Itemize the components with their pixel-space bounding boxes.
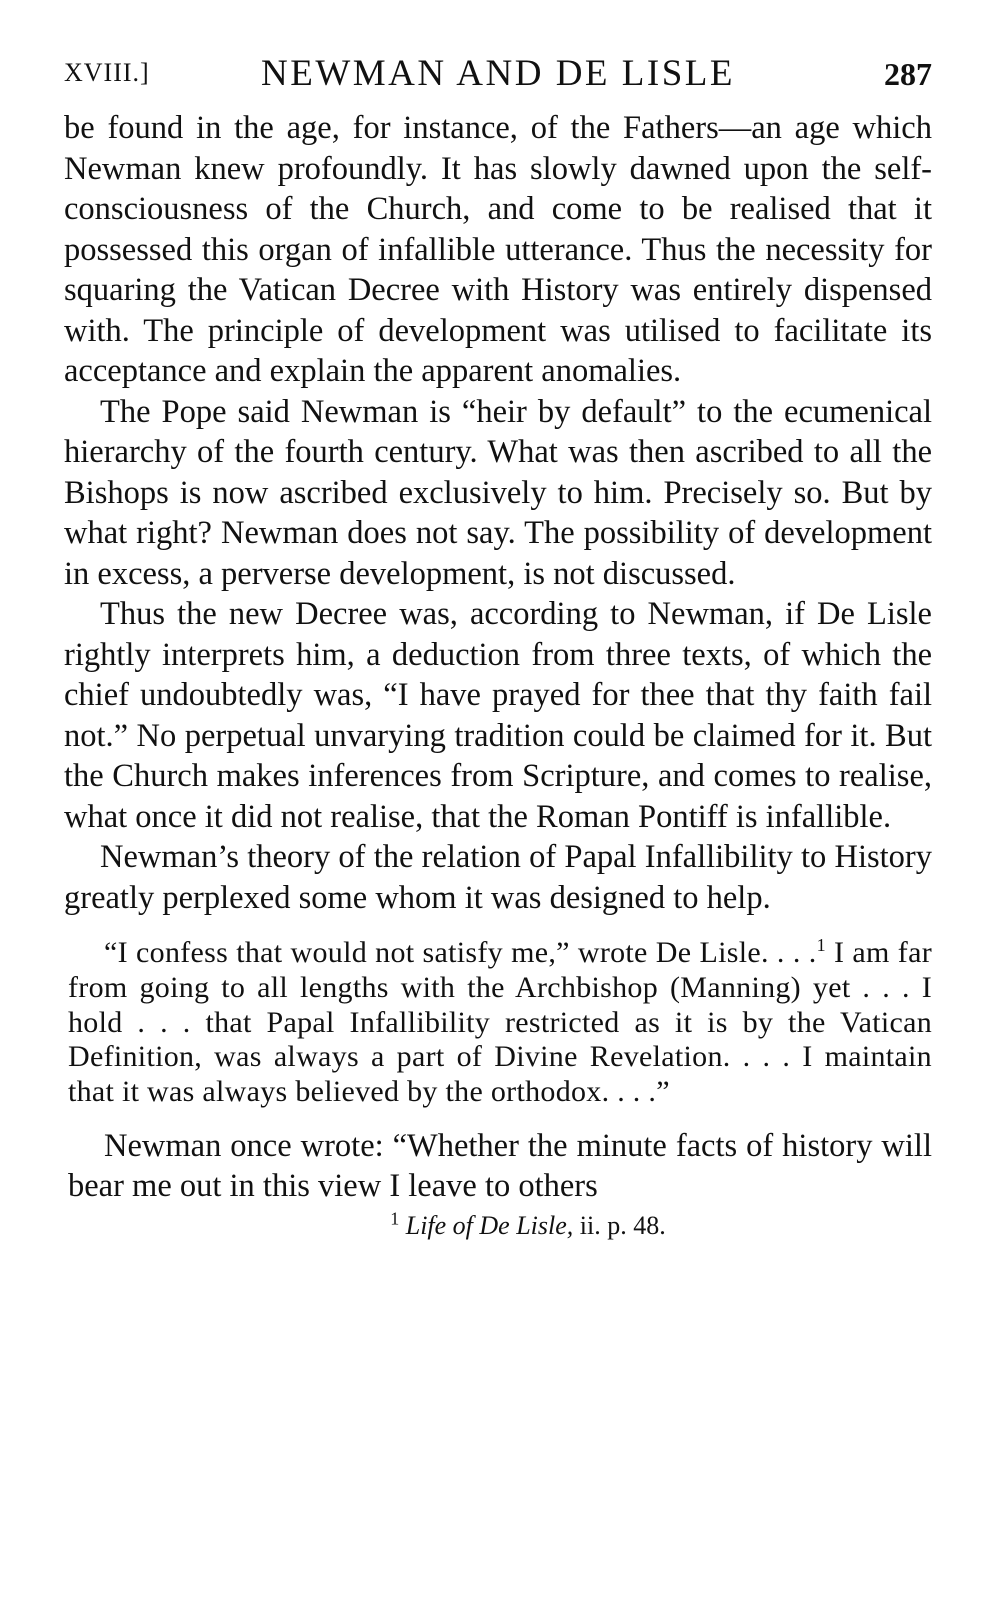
page-number: 287 — [884, 56, 932, 92]
quote-text-start: “I confess that would not satisfy me,” wrote De Lisle. . . . — [104, 936, 817, 969]
body-paragraph-1: be found in the age, for instance, of the Fathers—an age which Newman knew profoundly. It has slowly dawned upon the self-consciousness of the Church, and come to be realised that it possessed this organ of infallible utterance. Thus the necessity for squaring the Vatican Decree with History was entirely dispensed with. The principle of development was utilised to facilitate its acceptance and explain the apparent anomalies. — [64, 110, 932, 389]
chapter-number: XVIII.] — [64, 58, 150, 87]
footnote — [64, 1208, 932, 1241]
body-paragraph-3: Thus the new Decree was, according to Newman, if De Lisle rightly interprets him, a deduction from three texts, of which the chief undoubtedly was, “I have prayed for thee that thy faith fail not.” No perpetual unvarying tradition could be claimed for it. But the Church makes inferences from Scripture, and comes to realise, what once it did not realise, that the Roman Pontiff is infallible. — [64, 596, 932, 835]
body-paragraph-2: The Pope said Newman is “heir by default” to the ecumenical hierarchy of the fourth century. What was then ascribed to all the Bishops is now ascribed exclusively to him. Precisely so. But by what right? Newman does not say. The possibility of development in excess, a perverse development, is not discussed. — [64, 393, 932, 592]
block-quote — [68, 936, 932, 1110]
footnote-marker: 1 — [390, 1208, 400, 1229]
footnote-reference: 1 — [816, 935, 826, 955]
book-page — [64, 52, 932, 1241]
closing-paragraph: Newman once wrote: “Whether the minute facts of history will bear me out in this view I leave to others — [68, 1127, 932, 1205]
running-title: NEWMAN AND DE LISLE — [261, 53, 735, 94]
footnote-reference-text: ii. p. 48. — [573, 1210, 666, 1240]
quote-text-end: I am far from going to all lengths with the Archbishop (Manning) yet . . . I hold . . . that Papal Infallibility restricted as it is by the Vatican Definition, was always a part of Divine Revelation. . . . I maintain that it was always believed by the orthodox. . . .” — [68, 936, 932, 1109]
footnote-title: Life of De Lisle, — [405, 1210, 574, 1240]
body-paragraph-4: Newman’s theory of the relation of Papal Infallibility to History greatly perplexed some whom it was designed to help. — [64, 839, 932, 916]
running-head — [64, 52, 932, 98]
